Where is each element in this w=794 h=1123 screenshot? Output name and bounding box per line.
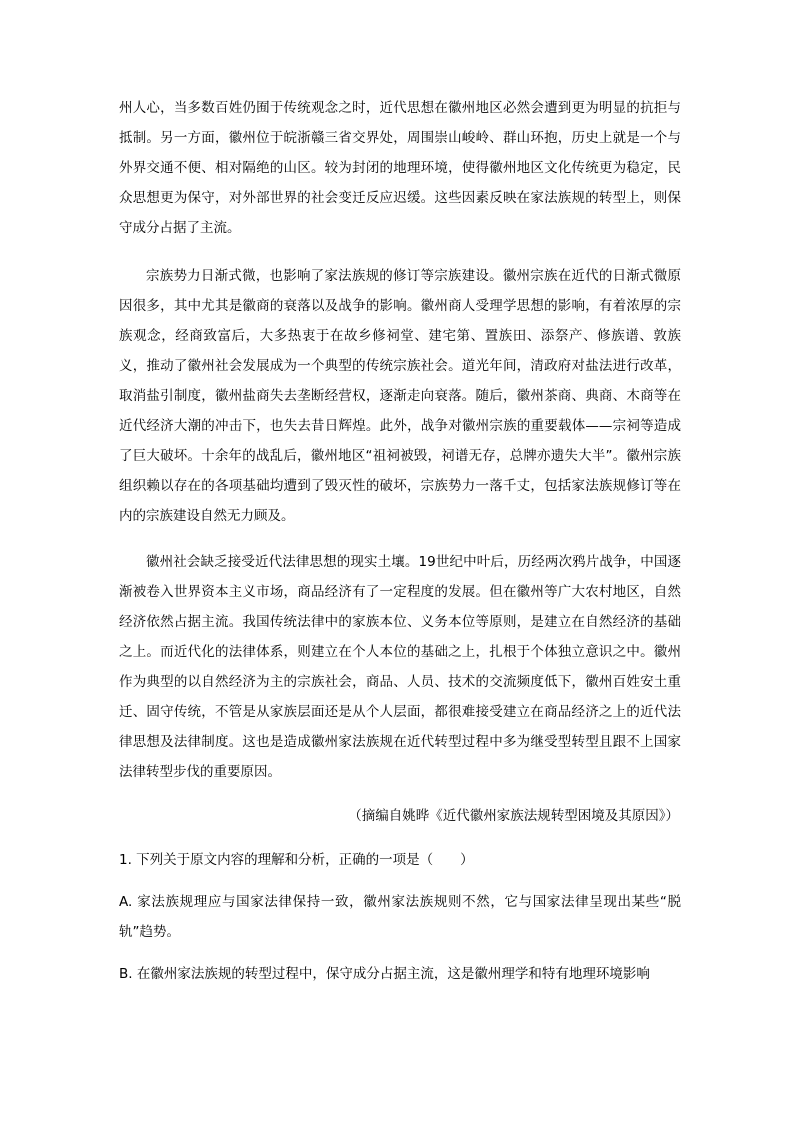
question-option-a: A. 家法族规理应与国家法律保持一致，徽州家法族规则不然，它与国家法律呈现出某些“脱轨”趋势。 bbox=[119, 894, 681, 940]
document-body bbox=[119, 93, 681, 989]
passage-paragraph-3: 徽州社会缺乏接受近代法律思想的现实土壤。19世纪中叶后，历经两次鸦片战争，中国逐渐被卷入世界资本主义市场，商品经济有了一定程度的发展。但在徽州等广大农村地区，自然经济依然占据主流。我国传统法律中的家族本位、义务本位等原则，是建立在自然经济的基础之上。而近代化的法律体系，则建立在个人本位的基础之上，扎根于个体独立意识之中。徽州作为典型的以自然经济为主的宗族社会，商品、人员、技术的交流频度低下，徽州百姓安土重迁、固守传统，不管是从家族层面还是从个人层面，都很难接受建立在商品经济之上的近代法律思想及法律制度。这也是造成徽州家法族规在近代转型过程中多为继受型转型且跟不上国家法律转型步伐的重要原因。 bbox=[119, 554, 681, 780]
passage-source-citation: （摘编自姚晔《近代徽州家族法规转型困境及其原因》） bbox=[348, 808, 679, 824]
passage-paragraph-1: 州人心，当多数百姓仍囿于传统观念之时，近代思想在徽州地区必然会遭到更为明显的抗拒与抵制。另一方面，徽州位于皖浙赣三省交界处，周围崇山峻岭、群山环抱，历史上就是一个与外界交通不便、相对隔绝的山区。较为封闭的地理环境，使得徽州地区文化传统更为稳定，民众思想更为保守，对外部世界的社会变迁反应迟缓。这些因素反映在家法族规的转型上，则保守成分占据了主流。 bbox=[119, 100, 681, 236]
question-stem: 1. 下列关于原文内容的理解和分析，正确的一项是（ ） bbox=[119, 852, 474, 868]
question-option-b: B. 在徽州家法族规的转型过程中，保守成分占据主流，这是徽州理学和特有地理环境影响 bbox=[119, 966, 650, 982]
passage-paragraph-2: 宗族势力日渐式微，也影响了家法族规的修订等宗族建设。徽州宗族在近代的日渐式微原因很多，其中尤其是徽商的衰落以及战争的影响。徽州商人受理学思想的影响，有着浓厚的宗族观念，经商致富后，大多热衷于在故乡修祠堂、建宅第、置族田、添祭产、修族谱、敦族义，推动了徽州社会发展成为一个典型的传统宗族社会。道光年间，清政府对盐法进行改革，取消盐引制度，徽州盐商失去垄断经营权，逐渐走向衰落。随后，徽州茶商、典商、木商等在近代经济大潮的冲击下，也失去昔日辉煌。此外，战争对徽州宗族的重要载体——宗祠等造成了巨大破坏。十余年的战乱后，徽州地区“祖祠被毁，祠谱无存，总牌亦遗失大半”。徽州宗族组织赖以存在的各项基础均遭到了毁灭性的破坏，宗族势力一落千丈，包括家法族规修订等在内的宗族建设自然无力顾及。 bbox=[119, 268, 681, 524]
